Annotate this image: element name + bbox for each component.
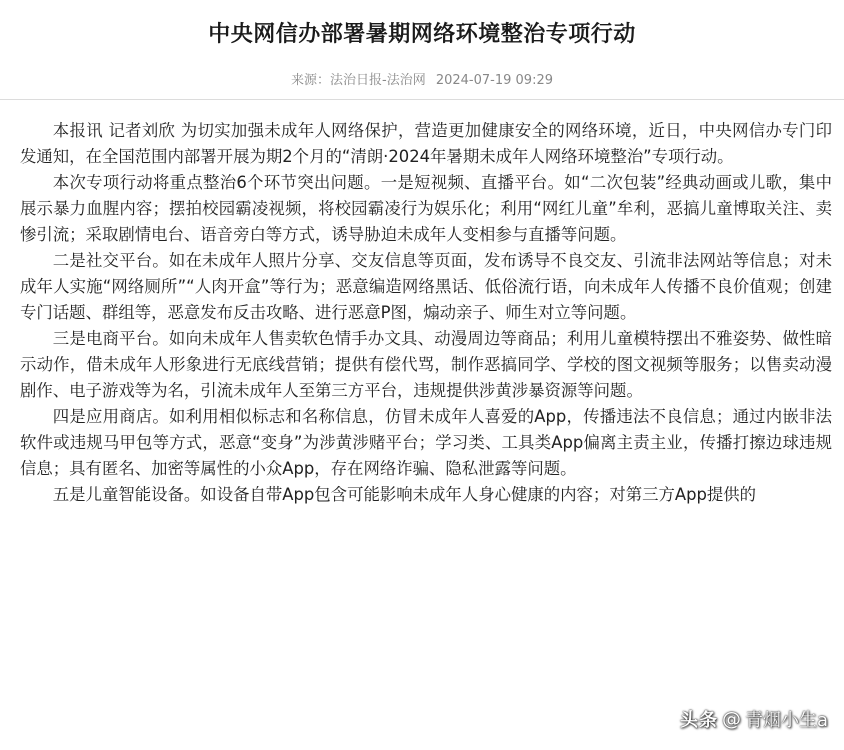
- article-paragraph: 本次专项行动将重点整治6个环节突出问题。一是短视频、直播平台。如“二次包装”经典动画或儿歌，集中展示暴力血腥内容；摆拍校园霸凌视频，将校园霸凌行为娱乐化；利用“网红儿童”牟利，恶搞儿童博取关注、卖惨引流；采取剧情电台、语音旁白等方式，诱导胁迫未成年人变相参与直播等问题。: [20, 173, 832, 244]
- watermark: [680, 706, 828, 732]
- article-paragraph: 二是社交平台。如在未成年人照片分享、交友信息等页面，发布诱导不良交友、引流非法网站等信息；对未成年人实施“网络厕所”“人肉开盒”等行为；恶意编造网络黑话、低俗流行语，向未成年人传播不良价值观；创建专门话题、群组等，恶意发布反击攻略、进行恶意P图，煽动亲子、师生对立等问题。: [20, 251, 832, 322]
- article-meta: [0, 69, 844, 88]
- article-paragraph: 三是电商平台。如向未成年人售卖软色情手办文具、动漫周边等商品；利用儿童模特摆出不雅姿势、做性暗示动作，借未成年人形象进行无底线营销；提供有偿代骂，制作恶搞同学、学校的图文视频等服务；以售卖动漫剧作、电子游戏等为名，引流未成年人至第三方平台，违规提供涉黄涉暴资源等问题。: [20, 329, 832, 400]
- article-datetime: 2024-07-19 09:29: [435, 73, 553, 88]
- watermark-account: 青烟小生a: [744, 710, 828, 731]
- article-header: [0, 0, 844, 100]
- article-paragraph: 四是应用商店。如利用相似标志和名称信息，仿冒未成年人喜爱的App，传播违法不良信息；通过内嵌非法软件或违规马甲包等方式，恶意“变身”为涉黄涉赌平台；学习类、工具类App偏离主责主业，传播打擦边球违规信息；具有匿名、加密等属性的小众App，存在网络诈骗、隐私泄露等问题。: [20, 407, 832, 478]
- article-source[interactable]: 来源：法治日报-法治网: [291, 73, 426, 88]
- article-title: 中央网信办部署暑期网络环境整治专项行动: [208, 22, 636, 47]
- watermark-logo: 头条: [679, 710, 718, 731]
- article-body: [20, 118, 832, 508]
- article-paragraph: 本报讯 记者刘欣 为切实加强未成年人网络保护，营造更加健康安全的网络环境，近日，中央网信办专门印发通知，在全国范围内部署开展为期2个月的“清朗·2024年暑期未成年人网络环境整治”专项行动。: [20, 121, 832, 166]
- watermark-at-symbol: @: [721, 708, 741, 730]
- article-paragraph: 五是儿童智能设备。如设备自带App包含可能影响未成年人身心健康的内容；对第三方App提供的: [52, 485, 757, 504]
